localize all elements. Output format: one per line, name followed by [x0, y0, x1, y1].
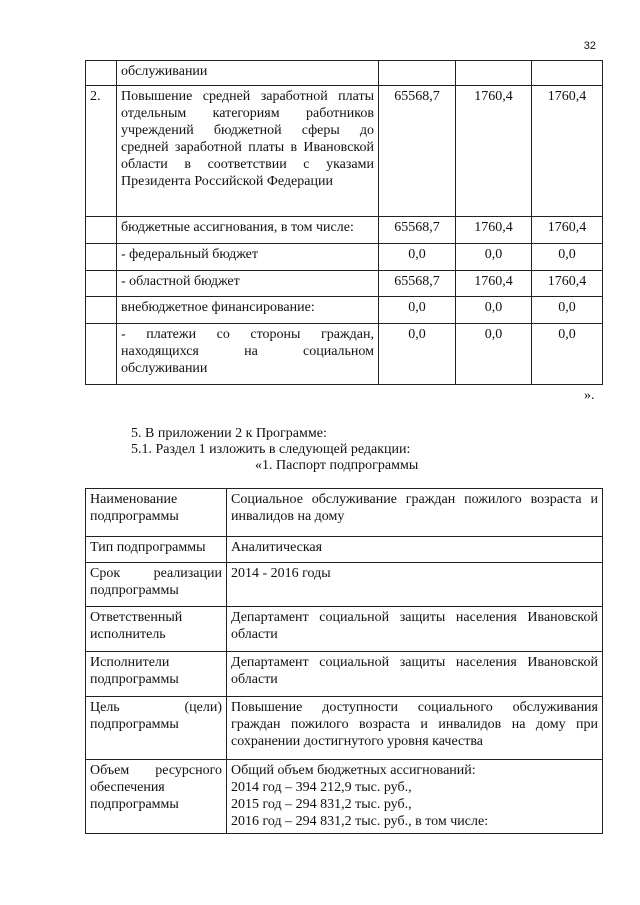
value-col-1 — [379, 61, 456, 86]
value-line: 2014 год – 394 212,9 тыс. руб., — [231, 780, 412, 795]
row-label: обслуживании — [117, 61, 379, 86]
field-label: Срок реализации подпрограммы — [86, 563, 227, 607]
value-col-2: 0,0 — [456, 297, 532, 324]
row-number — [86, 61, 117, 86]
row-label: внебюджетное финансирование: — [117, 297, 379, 324]
field-label: Объем ресурсного обеспечения подпрограммы — [86, 760, 227, 834]
table-row — [86, 324, 603, 385]
section-heading: «1. Паспорт подпрограммы — [255, 458, 419, 473]
value-line: 2014 - 2016 годы — [231, 566, 331, 581]
table-row — [86, 271, 603, 297]
row-number — [86, 244, 117, 271]
value-col-3: 1760,4 — [532, 217, 603, 244]
field-label: Ответственный исполнитель — [86, 607, 227, 652]
row-label: - платежи со стороны граждан, находящихся на социальном обслуживании — [117, 324, 379, 385]
value-col-2 — [456, 61, 532, 86]
table-row — [86, 244, 603, 271]
row-label: - областной бюджет — [117, 271, 379, 297]
value-line: 2015 год – 294 831,2 тыс. руб., — [231, 797, 412, 812]
paragraph-section: 5.1. Раздел 1 изложить в следующей редакции: — [131, 442, 411, 457]
row-label: Повышение средней заработной платы отдельным категориям работников учреждений бюджетной сферы до средней заработной платы в Ивановской области в соответствии с указами Президента Российской Федерации — [117, 86, 379, 217]
table-row — [86, 697, 603, 760]
value-line: 2016 год – 294 831,2 тыс. руб., в том числе: — [231, 814, 489, 829]
passport-table — [85, 488, 603, 834]
value-line: Департамент социальной защиты населения Ивановской области — [231, 610, 598, 642]
value-col-3: 0,0 — [532, 297, 603, 324]
value-line: Общий объем бюджетных ассигнований: — [231, 763, 476, 778]
row-number: 2. — [86, 86, 117, 217]
row-label: - федеральный бюджет — [117, 244, 379, 271]
row-number — [86, 297, 117, 324]
value-line: Повышение доступности социального обслуживания граждан пожилого возраста и инвалидов на дому при сохранении достигнутого уровня качества — [231, 700, 598, 749]
table-row — [86, 61, 603, 86]
field-value — [227, 537, 603, 563]
table-row — [86, 760, 603, 834]
field-label: Цель (цели) подпрограммы — [86, 697, 227, 760]
page-number: 32 — [583, 40, 596, 52]
value-col-1: 0,0 — [379, 297, 456, 324]
value-line: Департамент социальной защиты населения Ивановской области — [231, 655, 598, 687]
table-row — [86, 537, 603, 563]
table-row — [86, 652, 603, 697]
field-value — [227, 760, 603, 834]
table-row — [86, 563, 603, 607]
field-label: Тип подпрограммы — [86, 537, 227, 563]
field-value — [227, 563, 603, 607]
closing-quote: ». — [584, 388, 595, 403]
value-col-2: 0,0 — [456, 244, 532, 271]
row-number — [86, 217, 117, 244]
value-col-2: 1760,4 — [456, 217, 532, 244]
value-col-1: 65568,7 — [379, 86, 456, 217]
value-line: Социальное обслуживание граждан пожилого возраста и инвалидов на дому — [231, 492, 598, 524]
paragraph-appendix: 5. В приложении 2 к Программе: — [131, 426, 327, 441]
value-col-1: 65568,7 — [379, 271, 456, 297]
table-row — [86, 86, 603, 217]
field-value — [227, 652, 603, 697]
field-label: Наименование подпрограммы — [86, 489, 227, 537]
value-col-1: 65568,7 — [379, 217, 456, 244]
funding-table — [85, 60, 603, 385]
table-row — [86, 607, 603, 652]
table-row — [86, 297, 603, 324]
value-col-3: 0,0 — [532, 244, 603, 271]
value-col-3 — [532, 61, 603, 86]
row-number — [86, 324, 117, 385]
row-label: бюджетные ассигнования, в том числе: — [117, 217, 379, 244]
field-label: Исполнители подпрограммы — [86, 652, 227, 697]
field-value — [227, 489, 603, 537]
value-col-2: 1760,4 — [456, 86, 532, 217]
value-col-1: 0,0 — [379, 324, 456, 385]
value-line: Аналитическая — [231, 540, 323, 555]
value-col-2: 0,0 — [456, 324, 532, 385]
value-col-2: 1760,4 — [456, 271, 532, 297]
value-col-3: 0,0 — [532, 324, 603, 385]
row-number — [86, 271, 117, 297]
table-row — [86, 489, 603, 537]
table-row — [86, 217, 603, 244]
value-col-3: 1760,4 — [532, 86, 603, 217]
value-col-3: 1760,4 — [532, 271, 603, 297]
field-value — [227, 607, 603, 652]
field-value — [227, 697, 603, 760]
value-col-1: 0,0 — [379, 244, 456, 271]
